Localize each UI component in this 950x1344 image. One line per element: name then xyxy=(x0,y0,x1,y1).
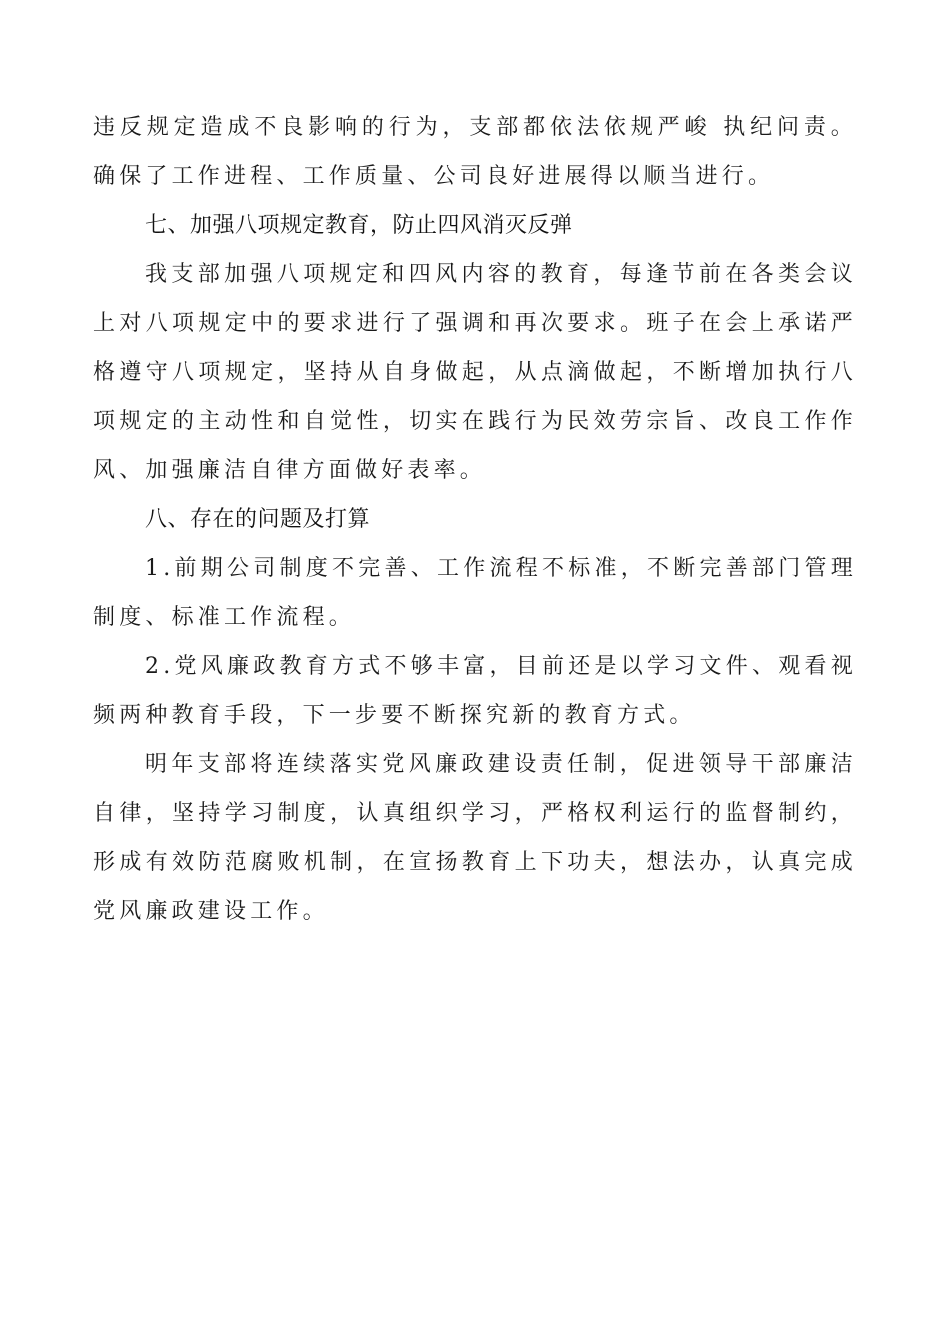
document-page xyxy=(93,103,857,936)
paragraph-eight-rules: 我支部加强八项规定和四风内容的教育，每逢节前在各类会议上对八项规定中的要求进行了强调和再次要求。班子在会上承诺严格遵守八项规定，坚持从自身做起，从点滴做起，不断增加执行八项规定的主动性和自觉性，切实在践行为民效劳宗旨、改良工作作风、加强廉洁自律方面做好表率。 xyxy=(93,262,857,483)
paragraph-continuation: 违反规定造成不良影响的行为，支部都依法依规严峻 执纪问责。确保了工作进程、工作质量、公司良好进展得以顺当进行。 xyxy=(93,115,857,189)
paragraph-issue-1: 1.前期公司制度不完善、工作流程不标准，不断完善部门管理制度、标准工作流程。 xyxy=(93,556,857,630)
section-heading-8: 八、存在的问题及打算 xyxy=(145,507,371,532)
section-heading-7: 七、加强八项规定教育，防止四风消灭反弹 xyxy=(145,213,573,238)
paragraph-issue-2: 2.党风廉政教育方式不够丰富，目前还是以学习文件、观看视频两种教育手段，下一步要不断探究新的教育方式。 xyxy=(93,654,857,728)
paragraph-next-year-plan: 明年支部将连续落实党风廉政建设责任制，促进领导干部廉洁自律，坚持学习制度，认真组织学习，严格权利运行的监督制约，形成有效防范腐败机制，在宣扬教育上下功夫，想法办，认真完成党风廉政建设工作。 xyxy=(93,752,857,924)
